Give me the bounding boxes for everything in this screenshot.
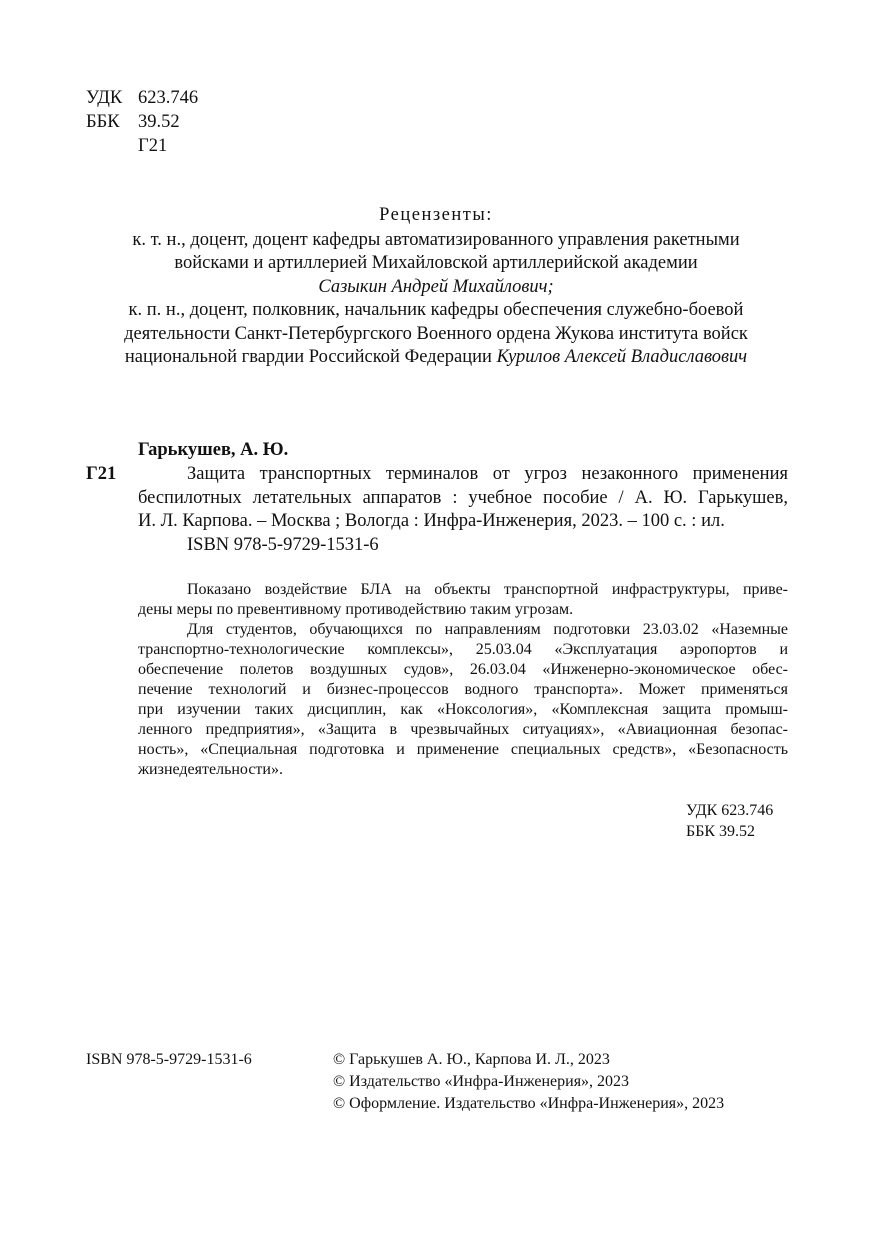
copyright-design: © Оформление. Издательство «Инфра-Инженерия», 2023	[333, 1095, 725, 1112]
annotation-p2-line6: ленного предприятия», «Защита в чрезвычайных ситуациях», «Авиационная безопас-	[138, 721, 788, 738]
reviewer1-name: Сазыкин Андрей Михайлович;	[318, 277, 554, 297]
bib-line3: И. Л. Карпова. – Москва ; Вологда : Инфра-Инженерия, 2023. – 100 с. : ил.	[138, 511, 725, 531]
reviewer2-line2: деятельности Санкт-Петербургского Военного ордена Жукова института войск	[124, 324, 748, 344]
annotation-p2-line2: транспортно-технологические комплексы», 25.03.04 «Эксплуатация аэропортов и	[138, 641, 788, 658]
reviewer2-line3-wrap	[86, 346, 786, 369]
udk-bottom: УДК 623.746	[686, 802, 774, 819]
annotation-p2-line5: при изучении таких дисциплин, как «Ноксология», «Комплексная защита промыш-	[138, 701, 788, 718]
footer-isbn: ISBN 978-5-9729-1531-6	[86, 1051, 252, 1068]
annotation-p1-line2: дены меры по превентивному противодействию таким угрозам.	[138, 601, 574, 618]
bbk-label: ББК	[86, 112, 120, 132]
copyright-publisher: © Издательство «Инфра-Инженерия», 2023	[333, 1073, 630, 1090]
annotation-p2-line4: печение технологий и бизнес-процессов водного транспорта». Может применяться	[138, 681, 788, 698]
udk-code: 623.746	[138, 88, 199, 108]
bib-author: Гарькушев, А. Ю.	[138, 440, 289, 460]
bib-line2: беспилотных летательных аппаратов : учебное пособие / А. Ю. Гарькушев,	[138, 488, 788, 508]
bbk-bottom: ББК 39.52	[686, 823, 756, 840]
reviewer1-line2: войсками и артиллерией Михайловской артиллерийской академии	[174, 253, 698, 273]
annotation-p2-line3: обеспечение полетов воздушных судов», 26.03.04 «Инженерно-экономическое обес-	[138, 661, 788, 678]
udk-label: УДК	[86, 88, 123, 108]
annotation-p2-line8: жизнедеятельности».	[138, 761, 283, 778]
bib-mark: Г21	[86, 464, 117, 484]
bbk-code: 39.52	[138, 112, 180, 132]
reviewer2-line3: национальной гвардии Российской Федерации	[124, 347, 492, 367]
reviewer1-line1: к. т. н., доцент, доцент кафедры автоматизированного управления ракетными	[132, 230, 740, 250]
author-mark: Г21	[138, 136, 168, 156]
reviewer2-line1: к. п. н., доцент, полковник, начальник кафедры обеспечения служебно-боевой	[128, 300, 744, 320]
annotation-p2-line7: ность», «Специальная подготовка и применение специальных средств», «Безопасность	[138, 741, 788, 758]
bib-isbn: ISBN 978-5-9729-1531-6	[187, 535, 379, 555]
annotation-p2-line1: Для студентов, обучающихся по направлениям подготовки 23.03.02 «Наземные	[187, 621, 788, 638]
copyright-authors: © Гарькушев А. Ю., Карпова И. Л., 2023	[333, 1051, 610, 1068]
bib-line1: Защита транспортных терминалов от угроз незаконного применения	[187, 464, 788, 484]
reviewers-heading: Рецензенты:	[379, 205, 493, 225]
annotation-p1-line1: Показано воздействие БЛА на объекты транспортной инфраструктуры, приве-	[187, 581, 788, 598]
reviewer2-name: Курилов Алексей Владиславович	[496, 347, 748, 367]
